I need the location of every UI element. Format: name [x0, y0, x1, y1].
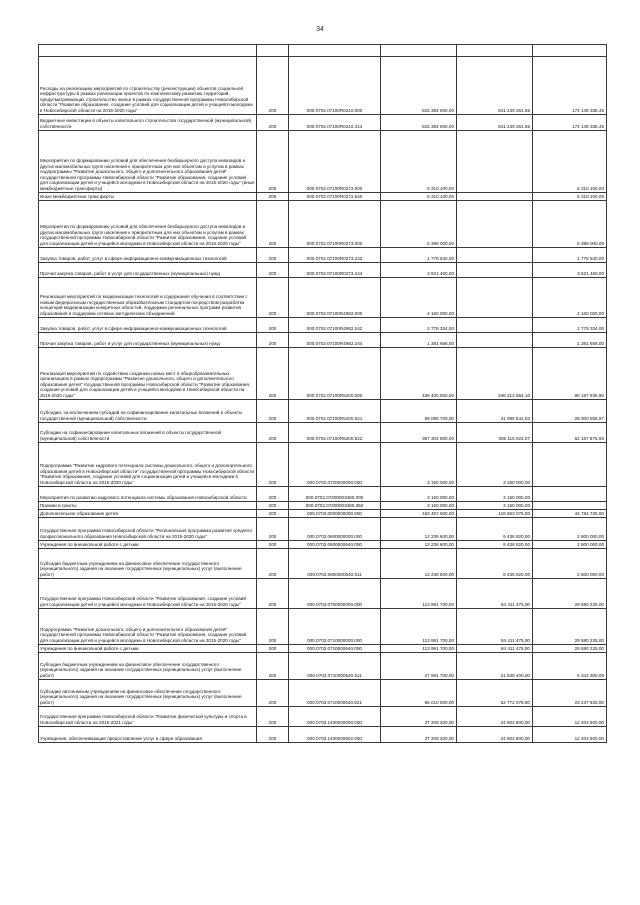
table-row — [39, 333, 607, 348]
row-amount-3: 3 621 460,00 — [533, 263, 607, 278]
row-admin-code: 200 — [257, 131, 289, 193]
row-admin-code: 200 — [257, 727, 289, 743]
table-row — [39, 579, 607, 609]
row-description: Государственная программа Новосибирской области "Развитие физической культуры и спорта в Новосибирской области на 2015-2021 годы" — [39, 707, 257, 727]
row-classification-code: 000.0702.07100R5200.521 — [289, 400, 381, 423]
row-admin-code: 200 — [257, 57, 289, 115]
row-description: Учреждения по внешкольной работе с детьми — [39, 645, 257, 653]
row-amount-3: 29 580 225,00 — [533, 645, 607, 653]
table-row — [39, 348, 607, 400]
row-classification-code: 000.0703.0700000000.000 — [289, 579, 381, 609]
row-description: Закупка товаров, работ, услуг в сфере информационно-коммуникационных технологий — [39, 248, 257, 263]
row-admin-code: 200 — [257, 278, 289, 318]
row-admin-code: 200 — [257, 248, 289, 263]
row-amount-2: 641 239 261,55 — [457, 57, 533, 115]
table-row — [39, 502, 607, 510]
row-amount-3: 2 778 334,00 — [533, 318, 607, 333]
row-amount-2 — [457, 193, 533, 201]
row-admin-code: 200 — [257, 423, 289, 443]
row-description — [39, 45, 257, 57]
row-classification-code: 000.0702.07100R0273.244 — [289, 263, 381, 278]
table-row — [39, 443, 607, 487]
row-description: Реализация мероприятий по содействию созданию новых мест в общеобразовательных организациях в рамках подпрограммы "Развитие дошкольного, общего и дополнительного образования детей" государственной программы Новосибирской области "Развитие образования, создание условий для социализации детей и учащейся молодежи в Новосибирской области на 2015-2020 годы" — [39, 348, 257, 400]
row-amount-2 — [457, 248, 533, 263]
row-amount-3: 5 398 000,00 — [533, 201, 607, 248]
row-classification-code: 000.0703.1400000602.000 — [289, 727, 381, 743]
row-classification-code: 000.0702.07100R0272.000 — [289, 131, 381, 193]
row-amount-1: 1 776 540,00 — [381, 248, 457, 263]
row-classification-code: 000.0703.0710000000.000 — [289, 609, 381, 645]
row-admin-code: 200 — [257, 333, 289, 348]
table-row — [39, 263, 607, 278]
row-amount-2: 21 639 400,00 — [457, 653, 533, 680]
table-row — [39, 487, 607, 502]
row-amount-1: 113 991 700,00 — [381, 579, 457, 609]
row-description: Субсидии бюджетным учреждениям на финансовое обеспечение государственного (муниципального) задания на оказание государственных (муниципальных) услуг (выполнение работ) — [39, 549, 257, 579]
row-amount-3: 6 310 100,00 — [533, 131, 607, 193]
row-description: Прочая закупка товаров, работ и услуг для государственных (муниципальных) нужд — [39, 263, 257, 278]
row-admin-code: 200 — [257, 348, 289, 400]
row-description: Премии и гранты — [39, 502, 257, 510]
row-description: Мероприятия по развитию кадрового потенциала системы образования Новосибирской области — [39, 487, 257, 502]
row-classification-code: 000.0702.07100R4982.242 — [289, 318, 381, 333]
row-classification-code: 000.0702.0720000000.000 — [289, 443, 381, 487]
row-amount-2: 41 095 641,03 — [457, 400, 533, 423]
row-amount-1: 86 010 000,00 — [381, 680, 457, 707]
row-classification-code: 000.0703.0600000000.000 — [289, 518, 381, 541]
table-row — [39, 549, 607, 579]
row-description: Субсидии на софинансирование капитальных вложений в объекты государственной (муниципальной) собственности — [39, 423, 257, 443]
row-amount-2: 24 804 800,00 — [457, 727, 533, 743]
row-amount-1: 4 160 000,00 — [381, 278, 457, 318]
row-classification-code: 000.0702.07100R5200.522 — [289, 423, 381, 443]
table-row — [39, 57, 607, 115]
row-amount-1: 163 457 600,00 — [381, 510, 457, 518]
table-row — [39, 680, 607, 707]
table-row — [39, 248, 607, 263]
row-admin-code: 200 — [257, 502, 289, 510]
row-amount-3: 90 187 935,90 — [533, 348, 607, 400]
row-amount-2 — [457, 278, 533, 318]
row-description: Государственная программа Новосибирской области "Региональная программа развития среднего профессионального образования Новосибирской области на 2015-2020 годы" — [39, 518, 257, 541]
row-admin-code: 200 — [257, 487, 289, 502]
row-admin-code — [257, 45, 289, 57]
row-admin-code: 200 — [257, 201, 289, 248]
row-description: Закупка товаров, работ, услуг в сфере информационно-коммуникационных технологий — [39, 318, 257, 333]
table-row — [39, 653, 607, 680]
row-admin-code: 200 — [257, 115, 289, 131]
row-classification-code: 000.0703.0000000000.000 — [289, 510, 381, 518]
row-admin-code: 200 — [257, 193, 289, 201]
row-amount-1 — [381, 45, 457, 57]
row-amount-1: 69 095 700,00 — [381, 400, 457, 423]
row-description: Расходы на реализацию мероприятий по строительству (реконструкции) объектов социальной инфраструктуры в рамках реализации проектов по комплексному развитию территорий, предусматривающих строительство жилья в рамках государственной программы Новосибирской области "Развитие образования, создание условий для социализации детей и учащейся молодежи в Новосибирской области на 2015-2020 годы" — [39, 57, 257, 115]
row-amount-1: 37 209 300,00 — [381, 707, 457, 727]
row-amount-2 — [457, 201, 533, 248]
table-row — [39, 727, 607, 743]
table-row — [39, 318, 607, 333]
row-admin-code: 200 — [257, 263, 289, 278]
row-amount-3: 6 310 100,00 — [533, 193, 607, 201]
row-amount-2: 305 116 923,07 — [457, 423, 533, 443]
row-amount-3 — [533, 502, 607, 510]
row-amount-2: 3 150 000,00 — [457, 443, 533, 487]
row-description: Прочая закупка товаров, работ и услуг для государственных (муниципальных) нужд — [39, 333, 257, 348]
row-classification-code: 000.0703.0600000640.000 — [289, 541, 381, 549]
table-row — [39, 278, 607, 318]
row-classification-code: 000.0702.07100R0210.000 — [289, 57, 381, 115]
row-amount-1: 12 236 600,00 — [381, 549, 457, 579]
row-admin-code: 200 — [257, 318, 289, 333]
row-description: Мероприятия по формированию условий для обеспечения безбарьерного доступа инвалидов и других маломобильных групп населения к приоритетным для них объектам и услугам в рамках государственной программы Новосибирской области "Развитие образования, создание условий для социализации детей и учащейся молодежи в Новосибирской области на 2015-2020 годы" — [39, 201, 257, 248]
row-amount-3 — [533, 45, 607, 57]
row-amount-1: 113 991 700,00 — [381, 645, 457, 653]
row-amount-1: 6 310 100,00 — [381, 193, 457, 201]
row-description: Иные межбюджетные трансферты — [39, 193, 257, 201]
row-admin-code: 200 — [257, 645, 289, 653]
row-amount-3: 6 342 300,00 — [533, 653, 607, 680]
row-amount-1: 5 398 000,00 — [381, 201, 457, 248]
row-description: Мероприятия по формированию условий для обеспечения безбарьерного доступа инвалидов и других маломобильных групп населения к приоритетным для них объектам и услугам в рамках подпрограммы "Развитие дошкольного, общего и дополнительного образования детей" государственной программы Новосибирской области "Развитие образования, создание условий для социализации детей и учащейся молодежи в Новосибирской области на 2015-2020 годы" (иные межбюджетные трансферты) — [39, 131, 257, 193]
row-amount-1: 12 236 600,00 — [381, 541, 457, 549]
table-row — [39, 423, 607, 443]
row-amount-1: 27 981 700,00 — [381, 653, 457, 680]
row-admin-code: 200 — [257, 518, 289, 541]
row-admin-code: 200 — [257, 653, 289, 680]
table-row — [39, 541, 607, 549]
row-admin-code: 200 — [257, 541, 289, 549]
row-amount-3: 23 237 925,00 — [533, 680, 607, 707]
row-classification-code: 000.0703.0600000640.611 — [289, 549, 381, 579]
row-admin-code: 200 — [257, 579, 289, 609]
row-amount-3 — [533, 487, 607, 502]
row-amount-3: 44 784 725,00 — [533, 510, 607, 518]
row-classification-code: 000.0702.07100R0273.242 — [289, 248, 381, 263]
row-amount-3: 2 800 000,00 — [533, 518, 607, 541]
row-amount-2 — [457, 131, 533, 193]
row-amount-3: 12 404 500,00 — [533, 727, 607, 743]
row-amount-3: 1 381 666,00 — [533, 333, 607, 348]
row-amount-2: 3 150 000,00 — [457, 502, 533, 510]
row-description: Реализация мероприятий по модернизации технологий и содержания обучения в соответствии с новым федеральным государственным образовательным стандартом посредством разработки концепций модернизации конкретных областей, поддержки региональных программ развития образования и поддержки сетевых методических объединений — [39, 278, 257, 318]
row-description: Дополнительное образование детей — [39, 510, 257, 518]
table-row — [39, 201, 607, 248]
row-admin-code: 200 — [257, 609, 289, 645]
row-classification-code: 000.0703.0710000640.000 — [289, 645, 381, 653]
row-amount-1: 3 621 460,00 — [381, 263, 457, 278]
row-amount-2: 9 436 820,00 — [457, 549, 533, 579]
row-classification-code: 000.0703.1400000000.000 — [289, 707, 381, 727]
row-amount-1: 3 150 000,00 — [381, 502, 457, 510]
row-amount-2: 346 212 564,10 — [457, 348, 533, 400]
row-amount-3: 174 145 338,45 — [533, 57, 607, 115]
row-amount-1: 1 381 666,00 — [381, 333, 457, 348]
row-description: Государственная программа Новосибирской области "Развитие образования, создание условий для социализации детей и учащейся молодежи в Новосибирской области на 2015-2020 годы" — [39, 579, 257, 609]
table-row — [39, 193, 607, 201]
row-amount-3: 2 800 000,00 — [533, 549, 607, 579]
table-row — [39, 518, 607, 541]
row-amount-2: 9 436 820,00 — [457, 518, 533, 541]
row-amount-3: 2 800 000,00 — [533, 541, 607, 549]
row-admin-code: 200 — [257, 680, 289, 707]
row-amount-3: 12 404 500,00 — [533, 707, 607, 727]
row-admin-code: 200 — [257, 443, 289, 487]
row-amount-1: 3 150 000,00 — [381, 487, 457, 502]
budget-table — [38, 44, 607, 743]
table-row — [39, 45, 607, 57]
row-amount-2 — [457, 333, 533, 348]
row-amount-1: 12 236 600,00 — [381, 518, 457, 541]
row-classification-code: 000.0702.07200003490.350 — [289, 502, 381, 510]
row-description: Субсидии бюджетным учреждениям на финансовое обеспечение государственного (муниципального) задания на оказание государственных (муниципальных) услуг (выполнение работ) — [39, 653, 257, 680]
row-classification-code: 000.0702.07100R0210.414 — [289, 115, 381, 131]
row-amount-2 — [457, 263, 533, 278]
row-amount-3: 29 580 225,00 — [533, 609, 607, 645]
table-row — [39, 707, 607, 727]
table-body — [39, 45, 607, 743]
row-classification-code: 000.0702.07100R4982.244 — [289, 333, 381, 348]
row-amount-1: 6 310 100,00 — [381, 131, 457, 193]
row-amount-2: 84 411 475,00 — [457, 579, 533, 609]
row-description: Бюджетные инвестиции в объекты капитального строительства государственной (муниципальной) собственности — [39, 115, 257, 131]
row-admin-code: 200 — [257, 400, 289, 423]
row-amount-2: 9 436 820,00 — [457, 541, 533, 549]
row-amount-1: 113 991 700,00 — [381, 609, 457, 645]
table-row — [39, 609, 607, 645]
row-description: Учреждения по внешкольной работе с детьми — [39, 541, 257, 549]
row-admin-code: 200 — [257, 707, 289, 727]
row-amount-3: 62 187 876,93 — [533, 423, 607, 443]
row-amount-3: 1 776 540,00 — [533, 248, 607, 263]
table-row — [39, 400, 607, 423]
row-classification-code: 000.0702.07200003490.000 — [289, 487, 381, 502]
row-amount-1: 815 384 600,00 — [381, 115, 457, 131]
row-amount-2: 24 804 800,00 — [457, 707, 533, 727]
row-amount-2: 3 150 000,00 — [457, 487, 533, 502]
table-row — [39, 131, 607, 193]
row-description: Субсидии автономным учреждениям на финансовое обеспечение государственного (муниципального) задания на оказание государственных (муниципальных) услуг (выполнение работ) — [39, 680, 257, 707]
row-amount-1: 436 400 500,00 — [381, 348, 457, 400]
row-amount-2: 62 772 075,00 — [457, 680, 533, 707]
row-amount-2: 118 653 075,00 — [457, 510, 533, 518]
row-classification-code: 000.0703.0710000640.621 — [289, 680, 381, 707]
row-amount-1: 2 778 334,00 — [381, 318, 457, 333]
row-amount-2: 84 411 475,00 — [457, 609, 533, 645]
row-amount-2 — [457, 318, 533, 333]
table-row — [39, 115, 607, 131]
row-description: Подпрограмма "Развитие кадрового потенциала системы дошкольного, общего и дополнительного образования детей в Новосибирской области" государственной программы Новосибирской области "Развитие образования, создание условий для социализации детей и учащейся молодежи в Новосибирской области на 2015-2020 годы" — [39, 443, 257, 487]
row-amount-1: 367 304 800,00 — [381, 423, 457, 443]
row-amount-2: 84 411 475,00 — [457, 645, 533, 653]
row-admin-code: 200 — [257, 549, 289, 579]
row-amount-2: 641 239 261,55 — [457, 115, 533, 131]
row-amount-1: 37 209 300,00 — [381, 727, 457, 743]
row-classification-code: 000.0702.07100R0272.540 — [289, 193, 381, 201]
row-description: Учреждения, обеспечивающие предоставление услуг в сфере образования — [39, 727, 257, 743]
row-amount-1: 815 384 600,00 — [381, 57, 457, 115]
row-amount-3 — [533, 443, 607, 487]
row-admin-code: 200 — [257, 510, 289, 518]
row-description: Подпрограмма "Развитие дошкольного, общего и дополнительного образования детей" государственной программы Новосибирской области "Развитие образования, создание условий для социализации детей и учащейся молодежи в Новосибирской области на 2015-2020 годы" — [39, 609, 257, 645]
row-description: Субсидии, за исключением субсидий на софинансирование капитальных вложений в объекты государственной (муниципальной) собственности — [39, 400, 257, 423]
row-amount-3: 174 145 338,45 — [533, 115, 607, 131]
table-row — [39, 645, 607, 653]
row-classification-code: 000.0702.07100R0273.000 — [289, 201, 381, 248]
row-classification-code: 000.0702.07100R4982.000 — [289, 278, 381, 318]
row-amount-3: 29 580 225,00 — [533, 579, 607, 609]
page-number: 34 — [316, 26, 324, 33]
row-amount-3: 4 160 000,00 — [533, 278, 607, 318]
row-classification-code — [289, 45, 381, 57]
row-classification-code: 000.0703.0710000640.611 — [289, 653, 381, 680]
row-amount-3: 28 000 058,97 — [533, 400, 607, 423]
row-amount-1: 3 150 000,00 — [381, 443, 457, 487]
table-row — [39, 510, 607, 518]
row-amount-2 — [457, 45, 533, 57]
row-classification-code: 000.0702.07100R5200.000 — [289, 348, 381, 400]
